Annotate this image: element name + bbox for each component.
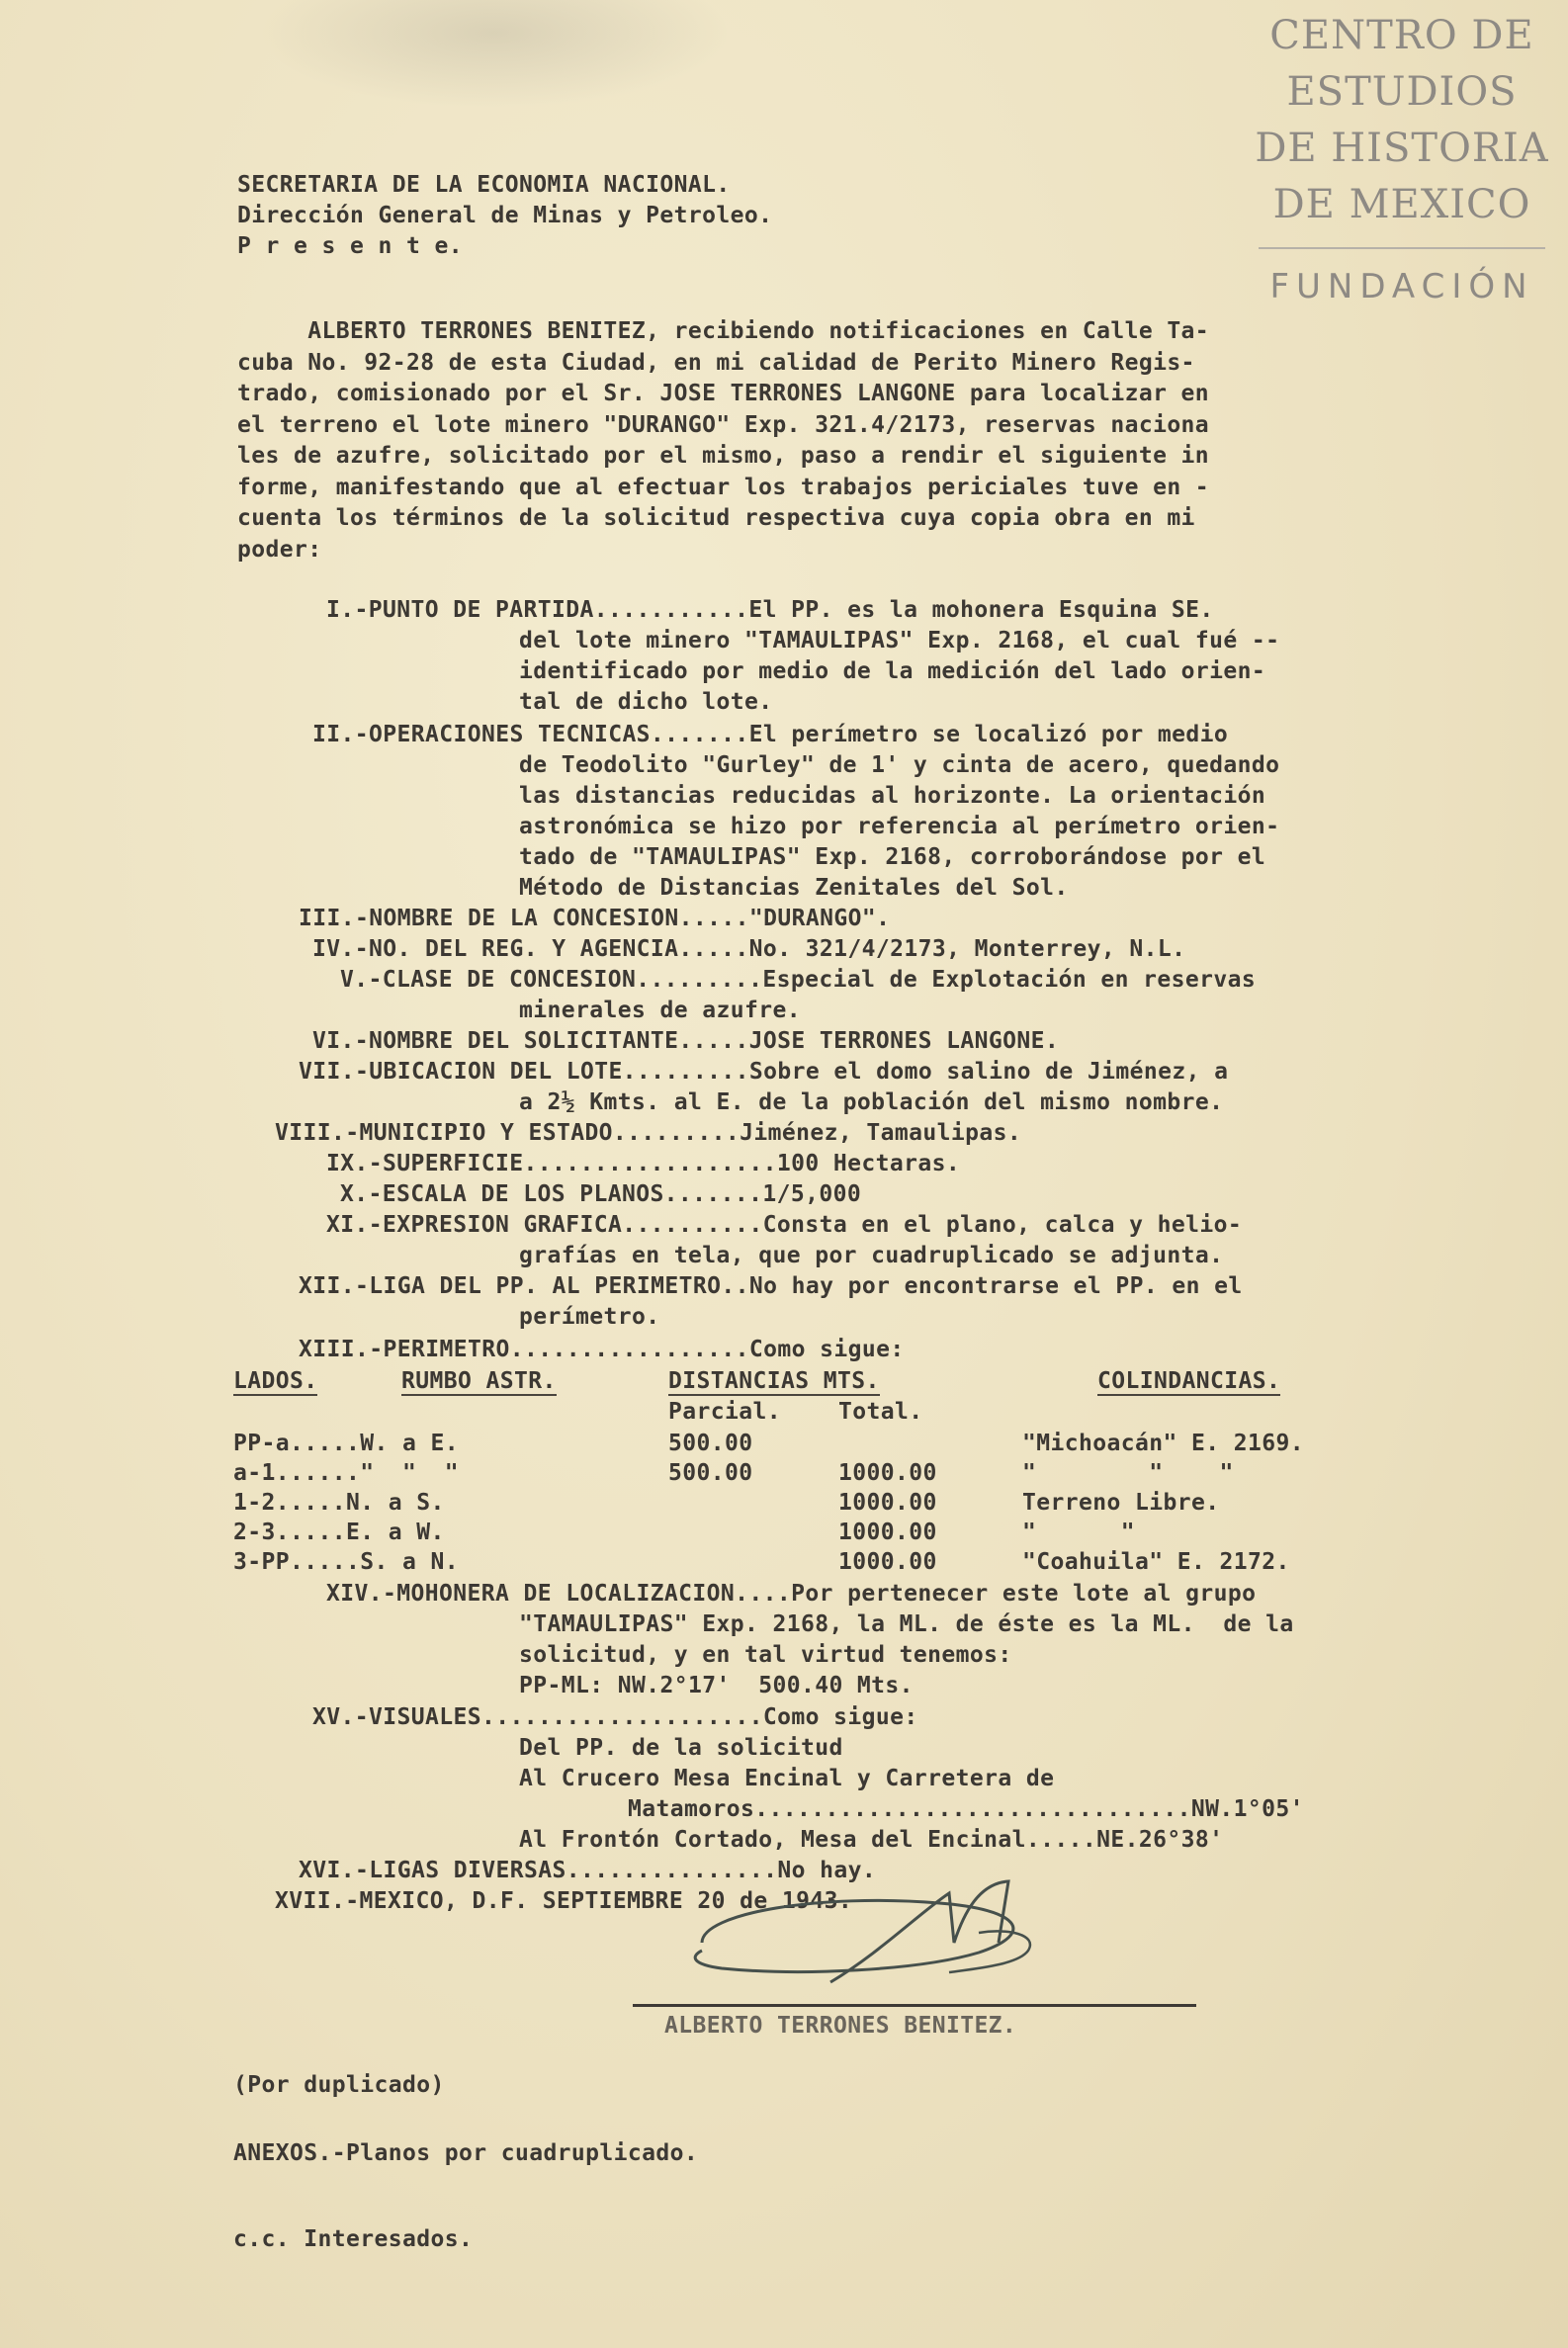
- watermark-line: ESTUDIOS: [1286, 69, 1518, 115]
- item-line: III.-NOMBRE DE LA CONCESION....."DURANGO".: [299, 906, 891, 931]
- watermark-fundacion: FUNDACIÓN: [1269, 267, 1534, 306]
- item-line: XV.-VISUALES....................Como sigue:: [312, 1704, 918, 1730]
- intro-line: forme, manifestando que al efectuar los trabajos periciales tuve en -: [237, 474, 1210, 500]
- item-line: tal de dicho lote.: [519, 689, 773, 715]
- item-line: IV.-NO. DEL REG. Y AGENCIA.....No. 321/4/2173, Monterrey, N.L.: [312, 936, 1186, 962]
- signature-name: ALBERTO TERRONES BENITEZ.: [664, 2013, 1017, 2039]
- cell-colindancia: " ": [1022, 1520, 1135, 1545]
- item-line: PP-ML: NW.2°17' 500.40 Mts.: [519, 1673, 914, 1698]
- cell-lado-rumbo: a-1......" " ": [233, 1460, 459, 1486]
- item-line: identificado por medio de la medición del lado orien-: [519, 658, 1266, 684]
- table-header: [401, 1366, 557, 1397]
- item-line: "TAMAULIPAS" Exp. 2168, la ML. de éste es la ML. de la: [519, 1611, 1294, 1637]
- watermark: [1254, 8, 1550, 315]
- header-line-3: P r e s e n t e.: [237, 233, 463, 259]
- table-header-lados: LADOS.: [233, 1368, 318, 1394]
- footer-duplicado: (Por duplicado): [233, 2072, 445, 2098]
- header-line-1: SECRETARIA DE LA ECONOMIA NACIONAL.: [237, 172, 731, 198]
- intro-line: poder:: [237, 536, 322, 563]
- item-line: VII.-UBICACION DEL LOTE.........Sobre el domo salino de Jiménez, a: [299, 1059, 1229, 1085]
- table-subheader-total: Total.: [838, 1399, 923, 1425]
- cell-lado-rumbo: 2-3.....E. a W.: [233, 1520, 445, 1545]
- item-line: solicitud, y en tal virtud tenemos:: [519, 1642, 1012, 1668]
- item-line: XVII.-MEXICO, D.F. SEPTIEMBRE 20 de 1943.: [275, 1888, 853, 1914]
- footer-anexos: ANEXOS.-Planos por cuadruplicado.: [233, 2140, 699, 2166]
- cell-colindancia: "Coahuila" E. 2172.: [1022, 1549, 1290, 1575]
- item-line: tado de "TAMAULIPAS" Exp. 2168, corroborándose por el: [519, 844, 1266, 870]
- cell-total: 1000.00: [838, 1490, 937, 1516]
- cell-total: 1000.00: [838, 1460, 937, 1486]
- item-line: a 2½ Kmts. al E. de la población del mismo nombre.: [519, 1089, 1224, 1115]
- item-line: X.-ESCALA DE LOS PLANOS.......1/5,000: [340, 1181, 862, 1207]
- item-line: I.-PUNTO DE PARTIDA...........El PP. es la mohonera Esquina SE.: [326, 597, 1214, 623]
- cell-colindancia: " " ": [1022, 1460, 1234, 1486]
- item-line: Al Frontón Cortado, Mesa del Encinal.....NE.26°38': [519, 1827, 1224, 1853]
- table-header: [1097, 1366, 1280, 1397]
- cell-colindancia: "Michoacán" E. 2169.: [1022, 1431, 1304, 1456]
- item-line: astronómica se hizo por referencia al perímetro orien-: [519, 814, 1280, 839]
- cell-total: 1000.00: [838, 1549, 937, 1575]
- watermark-rule: [1259, 247, 1545, 249]
- intro-line: les de azufre, solicitado por el mismo, paso a rendir el siguiente in: [237, 443, 1210, 469]
- item-line: Método de Distancias Zenitales del Sol.: [519, 875, 1069, 901]
- item-line: Al Crucero Mesa Encinal y Carretera de: [519, 1766, 1055, 1791]
- item-line: las distancias reducidas al horizonte. La orientación: [519, 783, 1266, 809]
- item-line: XVI.-LIGAS DIVERSAS...............No hay.: [299, 1858, 877, 1883]
- smudge-mark: [257, 0, 732, 109]
- item-line: del lote minero "TAMAULIPAS" Exp. 2168, el cual fué --: [519, 628, 1280, 653]
- table-header-distancias: DISTANCIAS MTS.: [668, 1368, 880, 1394]
- item-line: Del PP. de la solicitud: [519, 1735, 843, 1761]
- item-line: XIV.-MOHONERA DE LOCALIZACION....Por pertenecer este lote al grupo: [326, 1581, 1257, 1607]
- signature-scribble: [682, 1873, 1097, 2002]
- item-line: perímetro.: [519, 1304, 660, 1330]
- item-line: XI.-EXPRESION GRAFICA..........Consta en el plano, calca y helio-: [326, 1212, 1243, 1238]
- item-line: VI.-NOMBRE DEL SOLICITANTE.....JOSE TERRONES LANGONE.: [312, 1028, 1060, 1054]
- footer-cc: c.c. Interesados.: [233, 2226, 474, 2252]
- item-line: grafías en tela, que por cuadruplicado se adjunta.: [519, 1243, 1224, 1268]
- header-line-2: Dirección General de Minas y Petroleo.: [237, 203, 773, 228]
- cell-lado-rumbo: PP-a.....W. a E.: [233, 1431, 459, 1456]
- intro-line: el terreno el lote minero "DURANGO" Exp. 321.4/2173, reservas naciona: [237, 411, 1210, 438]
- table-header: [233, 1366, 317, 1397]
- watermark-line: DE HISTORIA: [1255, 126, 1549, 171]
- cell-parcial: 500.00: [668, 1460, 753, 1486]
- signature-line: [633, 2004, 1196, 2007]
- item-line: IX.-SUPERFICIE..................100 Hectaras.: [326, 1151, 961, 1176]
- item-line: XII.-LIGA DEL PP. AL PERIMETRO..No hay por encontrarse el PP. en el: [299, 1273, 1243, 1299]
- item-line: XIII.-PERIMETRO.................Como sigue:: [299, 1337, 905, 1362]
- item-line: de Teodolito "Gurley" de 1' y cinta de acero, quedando: [519, 752, 1280, 778]
- item-line: II.-OPERACIONES TECNICAS.......El perímetro se localizó por medio: [312, 722, 1229, 747]
- intro-line: cuenta los términos de la solicitud respectiva cuya copia obra en mi: [237, 505, 1195, 531]
- item-line: minerales de azufre.: [519, 998, 801, 1023]
- table-subheader-parcial: Parcial.: [668, 1399, 781, 1425]
- cell-lado-rumbo: 1-2.....N. a S.: [233, 1490, 445, 1516]
- watermark-line: CENTRO DE: [1269, 13, 1534, 58]
- cell-lado-rumbo: 3-PP.....S. a N.: [233, 1549, 459, 1575]
- cell-parcial: 500.00: [668, 1431, 753, 1456]
- table-header: [668, 1366, 880, 1397]
- cell-total: 1000.00: [838, 1520, 937, 1545]
- table-header-colindancias: COLINDANCIAS.: [1097, 1368, 1281, 1394]
- item-line: Matamoros...............................NW.1°05': [628, 1796, 1304, 1822]
- table-header-rumbo: RUMBO ASTR.: [401, 1368, 557, 1394]
- watermark-line: DE MEXICO: [1272, 182, 1531, 227]
- item-line: VIII.-MUNICIPIO Y ESTADO.........Jiménez, Tamaulipas.: [275, 1120, 1022, 1146]
- item-line: V.-CLASE DE CONCESION.........Especial de Explotación en reservas: [340, 967, 1257, 993]
- cell-colindancia: Terreno Libre.: [1022, 1490, 1220, 1516]
- intro-line: cuba No. 92-28 de esta Ciudad, en mi calidad de Perito Minero Regis-: [237, 349, 1195, 376]
- intro-line: ALBERTO TERRONES BENITEZ, recibiendo notificaciones en Calle Ta-: [237, 318, 1210, 344]
- intro-line: trado, comisionado por el Sr. JOSE TERRONES LANGONE para localizar en: [237, 381, 1210, 406]
